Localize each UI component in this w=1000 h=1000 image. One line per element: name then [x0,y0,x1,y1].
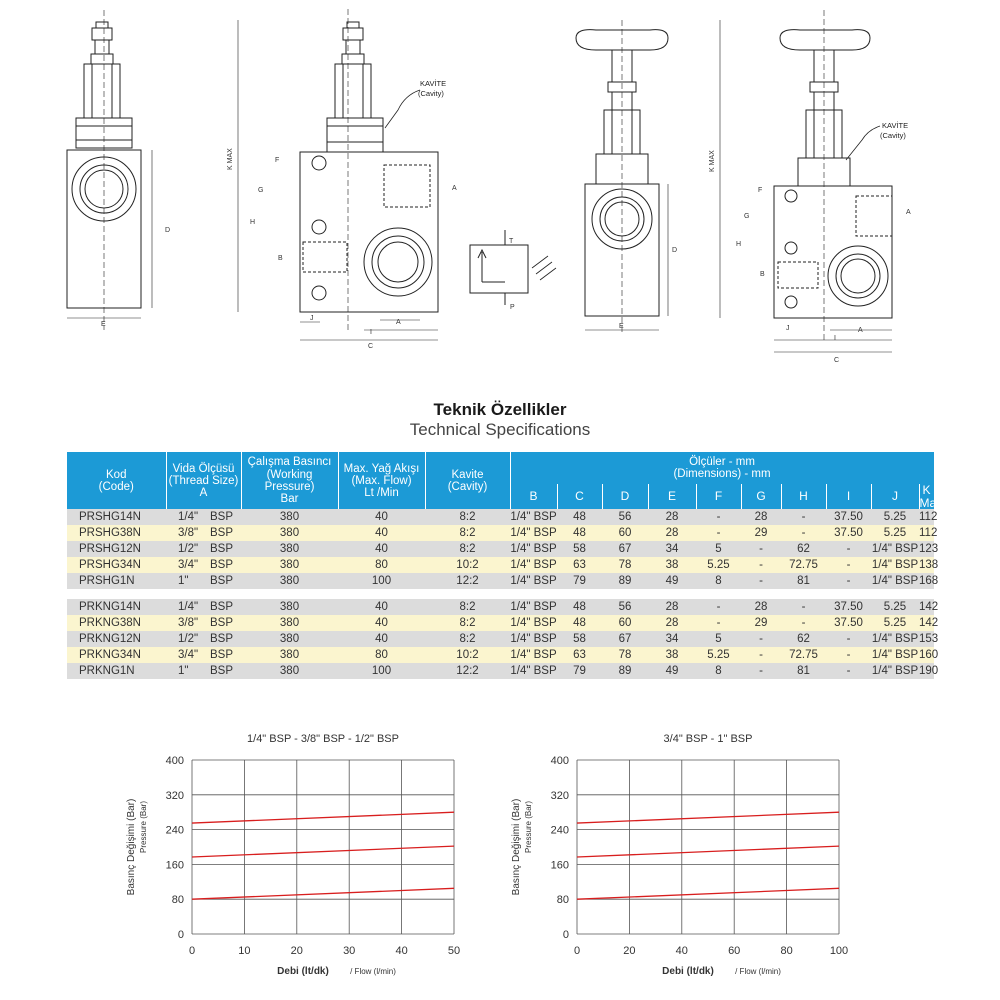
dim-i-1: I [370,329,372,336]
col-header-thread: Vida Ölçüsü (Thread Size) A [166,452,241,509]
series-line [577,812,839,823]
symbol-t: T [509,238,514,245]
cell-pressure: 380 [241,509,338,525]
x-axis-label: Debi (lt/dk) [277,966,329,977]
dim-kmax-2: K MAX [709,150,716,172]
cell-thread [166,599,241,615]
cell-f: 8 [696,573,741,589]
cell-b: 1/4" BSP [510,665,557,678]
cell-k: 123 [919,543,939,556]
cell-pressure: 380 [241,541,338,557]
cell-c: 48 [557,525,602,541]
cell-f: - [696,509,741,525]
cell-cavity: 12:2 [425,663,510,679]
cell-code: PRKNG12N [67,631,166,647]
cell-j: 5.25 [871,509,919,525]
cell-cavity: 8:2 [425,599,510,615]
thread-size: 1/4" [178,511,199,524]
cell-j: 1/4" BSP [871,559,919,572]
cell-flow: 40 [338,599,425,615]
cell-thread [166,615,241,631]
cell-j: 1/4" BSP [871,665,919,678]
col-header-dim: J [871,484,919,509]
cell-code: PRSHG1N [67,573,166,589]
cell-code: PRSHG14N [67,509,166,525]
thread-type: BSP [210,543,234,556]
technical-drawings [0,0,1000,370]
cell-pressure: 380 [241,631,338,647]
cell-c: 58 [557,631,602,647]
drawing-side-view-screw [67,10,152,330]
dim-c-2: C [834,357,840,364]
cell-b: 1/4" BSP [510,559,557,572]
col-header-cavity: Kavite (Cavity) [425,452,510,509]
dim-a-3: A [906,209,911,216]
cell-g: - [741,647,781,663]
cell-f: 5 [696,541,741,557]
cell-i: 37.50 [826,599,871,615]
dim-kmax-1: K MAX [227,148,234,170]
thread-size: 1" [178,665,189,678]
x-tick-label: 0 [188,945,196,957]
cell-c: 63 [557,647,602,663]
cell-j: 1/4" BSP [871,543,919,556]
col-header-dim: E [648,484,696,509]
cell-i: 37.50 [826,615,871,631]
cell-cavity: 8:2 [425,615,510,631]
col-header-dim: C [557,484,602,509]
cell-g: 29 [741,525,781,541]
cell-k: 142 [919,617,939,630]
cell-e: 28 [648,615,696,631]
dim-d-2: D [672,247,678,254]
y-tick-label: 400 [550,755,569,767]
cell-b: 1/4" BSP [510,527,557,540]
dim-j-1: J [310,315,314,322]
cell-c: 79 [557,573,602,589]
cell-flow: 100 [338,573,425,589]
thread-type: BSP [210,511,234,524]
thread-type: BSP [210,649,234,662]
cavity-label-en-2: (Cavity) [880,131,906,140]
dim-f-2: F [758,187,763,194]
cell-h: 72.75 [781,557,826,573]
cell-i: - [826,647,871,663]
x-tick-label: 50 [447,945,461,957]
y-axis-label: Basınç Değişimi (Bar) [126,798,137,896]
dim-d-1: D [165,227,171,234]
cell-j: 1/4" BSP [871,575,919,588]
cell-b: 1/4" BSP [510,601,557,614]
x-tick-label: 10 [238,945,251,957]
cell-c: 63 [557,557,602,573]
cell-e: 49 [648,663,696,679]
cell-code: PRKNG38N [67,615,166,631]
cell-h: 81 [781,573,826,589]
cell-g: 29 [741,615,781,631]
cell-f: - [696,525,741,541]
cell-b: 1/4" BSP [510,617,557,630]
cell-cavity: 12:2 [425,573,510,589]
cell-i: 37.50 [826,509,871,525]
cell-i: - [826,541,871,557]
cell-i: 37.50 [826,525,871,541]
chart-title: 1/4" BSP - 3/8" BSP - 1/2" BSP [247,733,399,745]
chart-title: 3/4" BSP - 1" BSP [663,733,753,745]
thread-type: BSP [210,617,234,630]
table-row [67,599,934,615]
table-row [67,615,934,631]
y-tick-label: 320 [550,789,569,802]
cell-thread [166,647,241,663]
cell-d: 67 [602,541,648,557]
cell-h: 81 [781,663,826,679]
dim-e-2: E [619,323,624,330]
table-row [67,573,934,589]
col-header-dim: G [741,484,781,509]
thread-size: 3/8" [178,617,199,630]
cell-f: - [696,599,741,615]
cell-k: 142 [919,601,939,614]
dim-j-2: J [786,325,790,332]
cell-pressure: 380 [241,557,338,573]
cell-i: - [826,573,871,589]
cell-e: 28 [648,599,696,615]
thread-type: BSP [210,527,234,540]
dim-b-1: B [278,255,283,262]
cell-h: - [781,509,826,525]
cell-d: 78 [602,557,648,573]
cell-k: 190 [919,665,939,678]
pressure-flow-chart-1 [120,728,500,990]
col-header-dim: F [696,484,741,509]
col-header-dim: H [781,484,826,509]
cell-cavity: 10:2 [425,557,510,573]
cell-d: 89 [602,573,648,589]
thread-type: BSP [210,665,234,678]
thread-size: 3/8" [178,527,199,540]
cell-k: 112 [919,511,938,524]
cell-flow: 40 [338,615,425,631]
cell-pressure: 380 [241,525,338,541]
cell-g: - [741,663,781,679]
y-axis-label-en: Pressure (Bar) [524,800,533,854]
cell-code: PRSHG12N [67,541,166,557]
cell-flow: 40 [338,525,425,541]
y-tick-label: 320 [165,789,184,802]
y-tick-label: 400 [165,755,184,767]
series-line [577,846,839,857]
cell-d: 67 [602,631,648,647]
cell-d: 89 [602,663,648,679]
cell-g: - [741,573,781,589]
cell-i: - [826,557,871,573]
dim-g-1: G [258,187,264,194]
drawing-side-view-handle [576,20,668,335]
cell-code: PRKNG1N [67,663,166,679]
x-tick-label: 40 [395,945,408,957]
cell-thread [166,557,241,573]
cell-cavity: 8:2 [425,525,510,541]
cell-e: 49 [648,573,696,589]
cell-k: 138 [919,559,939,572]
cell-e: 28 [648,525,696,541]
cell-k: 112 [919,527,938,540]
cell-h: - [781,599,826,615]
cell-flow: 40 [338,631,425,647]
cell-k: 153 [919,633,939,646]
y-tick-label: 80 [556,894,569,907]
cell-flow: 40 [338,541,425,557]
thread-type: BSP [210,633,234,646]
col-header-dim: B [510,484,557,509]
y-tick-label: 240 [165,824,184,837]
cell-j: 1/4" BSP [871,633,919,646]
cell-d: 78 [602,647,648,663]
cell-d: 60 [602,525,648,541]
table-row [67,541,934,557]
cell-f: 5.25 [696,647,741,663]
cell-thread [166,663,241,679]
cell-b: 1/4" BSP [510,575,557,588]
table-row [67,631,934,647]
cell-thread [166,525,241,541]
cell-j: 5.25 [871,525,919,541]
table-row [67,557,934,573]
cell-f: - [696,615,741,631]
y-axis-label-en: Pressure (Bar) [139,800,148,854]
cell-d: 56 [602,509,648,525]
cell-thread [166,541,241,557]
pressure-flow-chart-2 [505,728,885,990]
col-header-flow: Max. Yağ Akışı (Max. Flow) Lt /Min [338,452,425,509]
cell-b: 1/4" BSP [510,633,557,646]
thread-size: 1/2" [178,543,199,556]
cavity-label-tr: KAVİTE [420,79,447,88]
thread-type: BSP [210,601,234,614]
dim-b-2: B [760,271,765,278]
cell-f: 5.25 [696,557,741,573]
cell-thread [166,573,241,589]
cell-k: 168 [919,575,939,588]
title-english: Technical Specifications [409,420,591,439]
cell-flow: 80 [338,647,425,663]
cell-flow: 40 [338,509,425,525]
cell-e: 38 [648,647,696,663]
dim-g-2: G [744,213,750,220]
x-tick-label: 80 [780,945,793,957]
y-tick-label: 0 [562,929,569,941]
x-tick-label: 0 [573,945,581,957]
cell-thread [166,631,241,647]
y-tick-label: 240 [550,824,569,837]
cell-pressure: 380 [241,647,338,663]
series-line [192,812,454,823]
symbol-p: P [510,304,515,311]
cell-code: PRKNG34N [67,647,166,663]
cell-b: 1/4" BSP [510,543,557,556]
cell-j: 1/4" BSP [871,649,919,662]
thread-size: 1/4" [178,601,199,614]
x-axis-label: Debi (lt/dk) [662,966,714,977]
thread-size: 3/4" [178,559,199,572]
y-axis-label: Basınç Değişimi (Bar) [511,798,522,896]
x-tick-label: 40 [675,945,688,957]
cell-h: 62 [781,631,826,647]
table-row [67,647,934,663]
cell-pressure: 380 [241,573,338,589]
dim-a-1: A [452,185,457,192]
cell-f: 8 [696,663,741,679]
cell-c: 48 [557,615,602,631]
thread-size: 3/4" [178,649,199,662]
cell-k: 160 [919,649,939,662]
dim-a-4: A [858,327,863,334]
thread-size: 1" [178,575,189,588]
x-tick-label: 20 [623,945,636,957]
thread-size: 1/2" [178,633,199,646]
dim-a-2: A [396,319,401,326]
x-axis-label-en: / Flow (l/min) [350,967,396,976]
cell-cavity: 8:2 [425,631,510,647]
cell-h: 62 [781,541,826,557]
cell-g: 28 [741,599,781,615]
cell-e: 38 [648,557,696,573]
cell-c: 48 [557,599,602,615]
cell-g: 28 [741,509,781,525]
cell-b: 1/4" BSP [510,649,557,662]
dim-h-2: H [736,241,742,248]
col-header-code: Kod (Code) [67,452,166,509]
cavity-label-en: (Cavity) [418,89,444,98]
cell-cavity: 8:2 [425,509,510,525]
table-row [67,525,934,541]
cell-d: 56 [602,599,648,615]
cell-f: 5 [696,631,741,647]
cell-thread [166,509,241,525]
x-axis-label-en: / Flow (l/min) [735,967,781,976]
cell-g: - [741,541,781,557]
cell-c: 79 [557,663,602,679]
cell-flow: 80 [338,557,425,573]
cell-pressure: 380 [241,615,338,631]
dim-i-2: I [834,335,836,342]
cell-i: - [826,631,871,647]
cell-pressure: 380 [241,599,338,615]
col-header-dim: K Max [919,483,943,510]
cell-c: 58 [557,541,602,557]
cell-h: - [781,525,826,541]
cell-i: - [826,663,871,679]
col-header-dimensions: Ölçüler - mm (Dimensions) - mm [510,452,934,484]
cell-cavity: 8:2 [425,541,510,557]
x-tick-label: 20 [290,945,303,957]
cell-j: 5.25 [871,599,919,615]
cell-cavity: 10:2 [425,647,510,663]
cavity-label-tr-2: KAVİTE [882,121,909,130]
cell-c: 48 [557,509,602,525]
thread-type: BSP [210,559,234,572]
cell-b: 1/4" BSP [510,511,557,524]
col-header-pressure: Çalışma Basıncı (Working Pressure) Bar [241,452,338,509]
x-tick-label: 60 [728,945,741,957]
cell-pressure: 380 [241,663,338,679]
dim-e-1: E [101,321,106,328]
drawing-front-view-handle [720,10,892,352]
cell-g: - [741,631,781,647]
drawing-front-view-screw [238,8,438,340]
technical-spec-table [67,452,943,679]
cell-flow: 100 [338,663,425,679]
cell-e: 34 [648,631,696,647]
y-tick-label: 0 [177,929,184,941]
x-tick-label: 30 [343,945,356,957]
table-row [67,509,934,525]
y-tick-label: 160 [165,859,184,872]
col-header-dim: I [826,484,871,509]
y-tick-label: 160 [550,859,569,872]
cell-h: 72.75 [781,647,826,663]
cell-d: 60 [602,615,648,631]
dim-h-1: H [250,219,256,226]
y-tick-label: 80 [171,894,184,907]
cell-code: PRKNG14N [67,599,166,615]
x-tick-label: 100 [829,945,849,957]
cell-g: - [741,557,781,573]
thread-type: BSP [210,575,234,588]
dim-c-1: C [368,343,374,350]
cell-code: PRSHG38N [67,525,166,541]
cell-e: 28 [648,509,696,525]
cell-j: 5.25 [871,615,919,631]
col-header-dim: D [602,484,648,509]
title-turkish: Teknik Özellikler [433,400,567,419]
series-line [192,846,454,857]
cell-h: - [781,615,826,631]
cell-code: PRSHG34N [67,557,166,573]
dim-f-1: F [275,157,280,164]
series-line [192,888,454,899]
cell-e: 34 [648,541,696,557]
series-line [577,888,839,899]
table-row [67,663,934,679]
